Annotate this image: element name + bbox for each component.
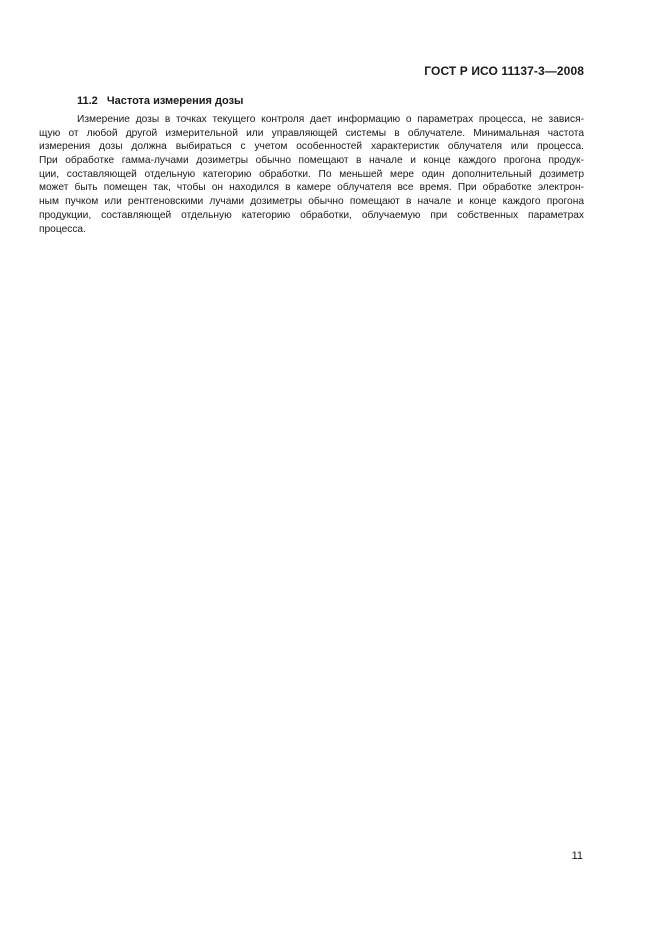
paragraph-line: измерения дозы должна выбираться с учетом особенностей характеристик облучателя или процесса.: [39, 141, 584, 153]
paragraph-line: ным пучком или рентгеновскими лучами дозиметры обычно помещают в начале и конце каждого прогона: [39, 196, 584, 208]
document-header-code: ГОСТ Р ИСО 11137-3—2008: [424, 64, 584, 78]
paragraph-line: продукции, составляющей отдельную категорию обработки, облучаемую при собственных параметрах: [39, 209, 584, 221]
paragraph-line: ции, составляющей отдельную категорию обработки. По меньшей мере один дополнительный дозиметр: [39, 168, 584, 180]
paragraph-line: При обработке гамма-лучами дозиметры обычно помещают в начале и конце каждого прогона продук-: [39, 155, 584, 167]
section-number: 11.2: [77, 95, 98, 107]
paragraph-line: Измерение дозы в точках текущего контроля дает информацию о параметрах процесса, не завися-: [77, 114, 584, 125]
paragraph-line: щую от любой другой измерительной или управляющей системы в облучателе. Минимальная частота: [39, 127, 584, 139]
section-heading: [77, 95, 243, 107]
section-title: Частота измерения дозы: [106, 95, 244, 107]
page-number: 11: [571, 850, 583, 862]
section-paragraph: [39, 113, 584, 236]
paragraph-line: процесса.: [39, 223, 86, 235]
paragraph-line: может быть помещен так, чтобы он находился в камере облучателя все время. При обработке электрон-: [39, 182, 584, 194]
